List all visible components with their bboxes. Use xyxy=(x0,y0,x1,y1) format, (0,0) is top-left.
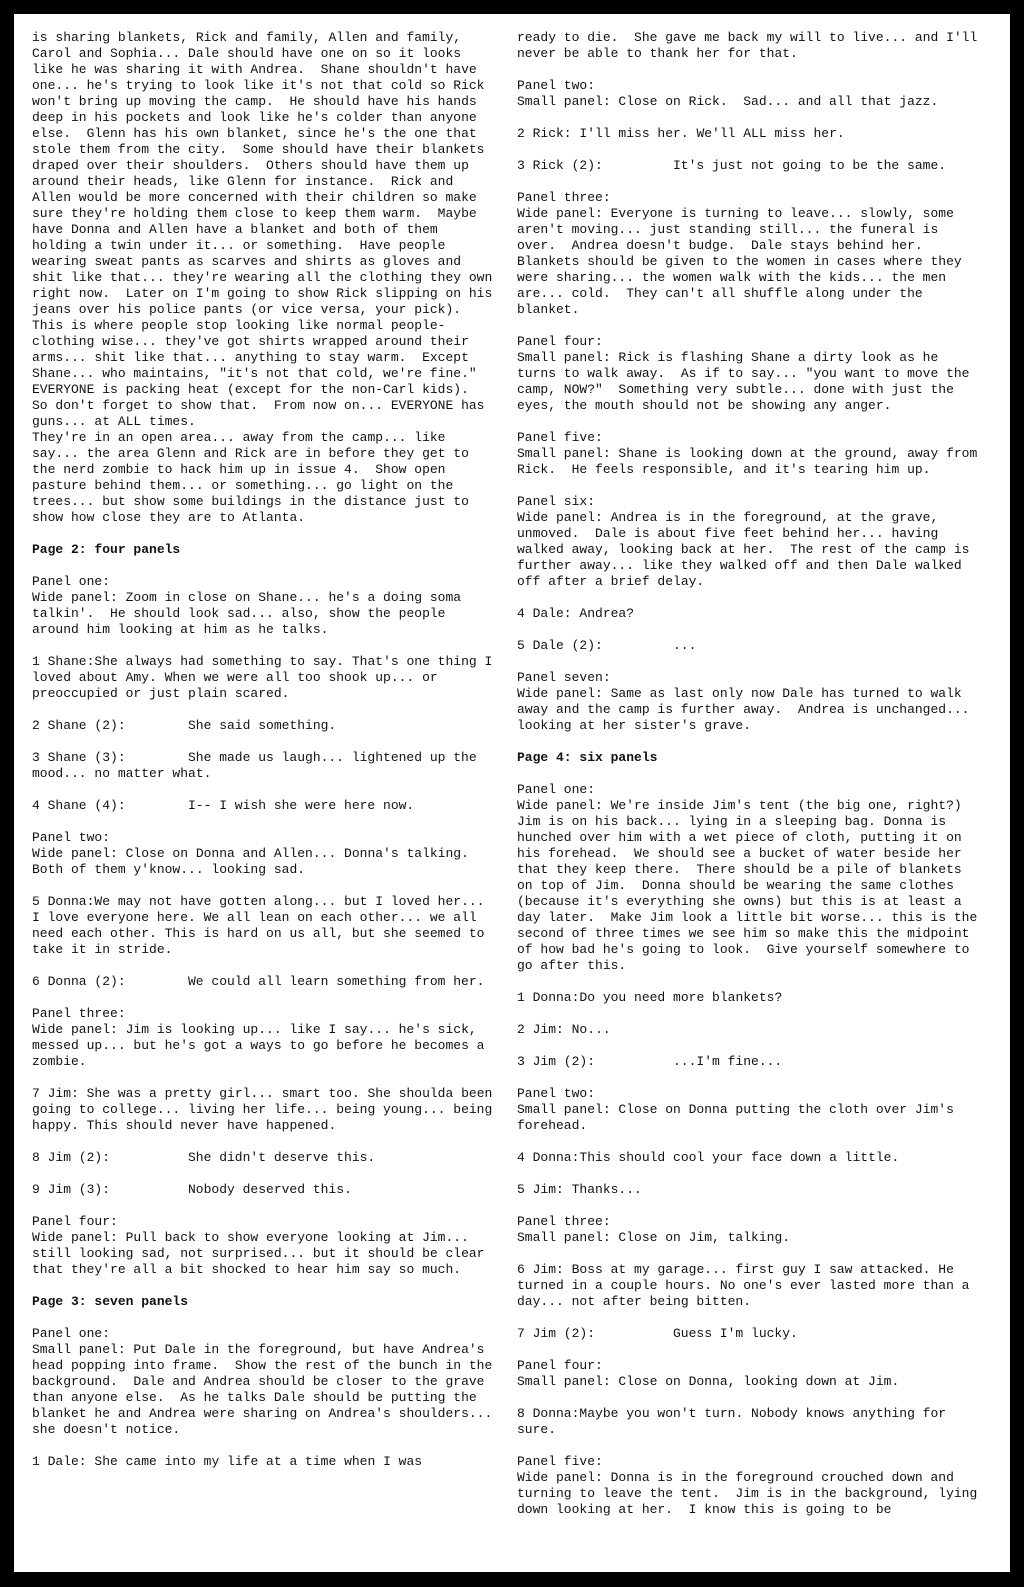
page-heading: Page 3: seven panels xyxy=(32,1294,189,1309)
dialogue-text: She always had something to say. That's one thing I loved about Amy. When we were all too shook up... or preoccupied or just plain scared. xyxy=(32,654,493,701)
dialogue-speaker: 5 Jim: xyxy=(517,1182,564,1197)
dialogue-line xyxy=(517,606,979,622)
dialogue-line xyxy=(32,894,494,958)
dialogue-text: We may not have gotten along... but I loved her... I love everyone here. We all lean on each other... we all need each other. This is hard on us all, but she seemed to take it in stride. xyxy=(32,894,485,957)
panel-description: Panel two: Small panel: Close on Donna putting the cloth over Jim's forehead. xyxy=(517,1086,954,1133)
dialogue-text: I-- I wish she were here now. xyxy=(188,798,415,813)
dialogue-speaker: 4 Donna: xyxy=(517,1150,580,1165)
dialogue-speaker: 4 Shane (4): xyxy=(32,798,126,813)
dialogue-line xyxy=(517,126,979,142)
dialogue-text: ... xyxy=(673,638,697,653)
dialogue-text: This should cool your face down a little. xyxy=(579,1150,900,1165)
panel-description: Panel one: Wide panel: Zoom in close on Shane... he's a doing soma talkin'. He should look sad... also, show the people around him looking at him as he talks. xyxy=(32,574,462,637)
dialogue-speaker: 7 Jim (2): xyxy=(517,1326,596,1341)
dialogue-speaker: 3 Rick (2): xyxy=(517,158,603,173)
dialogue-speaker: 3 Shane (3): xyxy=(32,750,126,765)
dialogue-text: Maybe you won't turn. Nobody knows anything for sure. xyxy=(517,1406,947,1437)
dialogue-line xyxy=(32,1086,494,1134)
dialogue-text: Andrea? xyxy=(579,606,635,621)
dialogue-line xyxy=(517,1406,979,1438)
dialogue-speaker: 5 Donna: xyxy=(32,894,95,909)
dialogue-continuation: ready to die. She gave me back my will to live... and I'll never be able to thank her for that. xyxy=(517,30,986,61)
dialogue-text: ...I'm fine... xyxy=(673,1054,783,1069)
panel-description: Panel four: Small panel: Close on Donna, looking down at Jim. xyxy=(517,1358,900,1389)
dialogue-line xyxy=(517,1182,979,1198)
dialogue-speaker: 9 Jim (3): xyxy=(32,1182,111,1197)
panel-description: Panel four: Small panel: Rick is flashing Shane a dirty look as he turns to walk away. As if to say... "you want to move the camp, NOW?" Something very subtle... done with just the eyes, the mouth should not be showing any anger. xyxy=(517,334,970,413)
panel-description: Panel one: Small panel: Put Dale in the foreground, but have Andrea's head popping into frame. Show the rest of the bunch in the background. Dale and Andrea should be closer to the grave than anyone else. As he talks Dale should be putting the blanket he and Andrea were sharing on Andrea's shoulders... she doesn't notice. xyxy=(32,1326,493,1437)
dialogue-line xyxy=(517,990,979,1006)
dialogue-line xyxy=(32,798,494,814)
dialogue-speaker: 7 Jim: xyxy=(32,1086,79,1101)
dialogue-line xyxy=(517,1262,979,1310)
page-heading: Page 2: four panels xyxy=(32,542,181,557)
dialogue-speaker: 6 Jim: xyxy=(517,1262,564,1277)
dialogue-speaker: 8 Jim (2): xyxy=(32,1150,111,1165)
dialogue-speaker: 1 Shane: xyxy=(32,654,95,669)
panel-description: Panel three: Small panel: Close on Jim, talking. xyxy=(517,1214,791,1245)
dialogue-text: She made us laugh... lightened up the mood... no matter what. xyxy=(32,750,477,781)
panel-description: Panel four: Wide panel: Pull back to show everyone looking at Jim... still looking sad, not surprised... but it should be clear that they're all a bit shocked to hear him say so much. xyxy=(32,1214,485,1277)
dialogue-line xyxy=(32,974,494,990)
dialogue-line xyxy=(32,1454,494,1470)
panel-description: Panel five: Small panel: Shane is looking down at the ground, away from Rick. He feels responsible, and it's tearing him up. xyxy=(517,430,978,477)
dialogue-speaker: 6 Donna (2): xyxy=(32,974,126,989)
dialogue-line xyxy=(32,1150,494,1166)
panel-description: Panel five: Wide panel: Donna is in the foreground crouched down and turning to leave the tent. Jim is in the background, lying down looking at her. I know this is going to be xyxy=(517,1454,978,1517)
dialogue-text: She didn't deserve this. xyxy=(188,1150,376,1165)
dialogue-speaker: 4 Dale: xyxy=(517,606,572,621)
left-column xyxy=(32,30,501,1486)
dialogue-line xyxy=(32,718,494,734)
panel-description: Panel seven: Wide panel: Same as last only now Dale has turned to walk away and the camp is further away. Andrea is unchanged... looking at her sister's grave. xyxy=(517,670,970,733)
dialogue-speaker: 2 Jim: xyxy=(517,1022,564,1037)
description-paragraph: They're in an open area... away from the camp... like say... the area Glenn and Rick are in before they get to the nerd zombie to hack him up in issue 4. Show open pasture behind them... or something... go light on the trees... but show some buildings in the distance just to show how close they are to Atlanta. xyxy=(32,430,477,525)
dialogue-speaker: 1 Donna: xyxy=(517,990,580,1005)
right-column xyxy=(517,30,986,1534)
dialogue-text: Guess I'm lucky. xyxy=(673,1326,798,1341)
dialogue-line xyxy=(32,654,494,702)
dialogue-line xyxy=(32,750,494,782)
panel-description: Panel three: Wide panel: Jim is looking up... like I say... he's sick, messed up... but he's got a ways to go before he becomes a zombie. xyxy=(32,1006,485,1069)
dialogue-line xyxy=(517,1054,979,1070)
dialogue-speaker: 3 Jim (2): xyxy=(517,1054,596,1069)
dialogue-text: She was a pretty girl... smart too. She shoulda been going to college... living her life... being young... being happy. This should never have happened. xyxy=(32,1086,493,1133)
dialogue-speaker: 5 Dale (2): xyxy=(517,638,603,653)
dialogue-speaker: 8 Donna: xyxy=(517,1406,580,1421)
dialogue-line xyxy=(517,1022,979,1038)
dialogue-line xyxy=(517,1326,979,1342)
dialogue-speaker: 2 Rick: xyxy=(517,126,572,141)
dialogue-text: She said something. xyxy=(188,718,337,733)
dialogue-text: She came into my life at a time when I was xyxy=(94,1454,423,1469)
script-page xyxy=(14,14,1010,1572)
panel-description: Panel six: Wide panel: Andrea is in the foreground, at the grave, unmoved. Dale is about five feet behind her... having walked away, looking back at her. The rest of the camp is further away... like they walked off and then Dale walked off after a brief delay. xyxy=(517,494,970,589)
dialogue-speaker: 1 Dale: xyxy=(32,1454,87,1469)
dialogue-text: We could all learn something from her. xyxy=(188,974,485,989)
dialogue-text: No... xyxy=(571,1022,611,1037)
page-heading: Page 4: six panels xyxy=(517,750,658,765)
dialogue-text: It's just not going to be the same. xyxy=(673,158,947,173)
panel-description: Panel three: Wide panel: Everyone is turning to leave... slowly, some aren't moving... just standing still... the funeral is over. Andrea doesn't budge. Dale stays behind her. Blankets should be given to the women in cases where they were sharing... the women walk with the kids... the men are... cold. They can't all shuffle along under the blanket. xyxy=(517,190,962,317)
dialogue-text: Boss at my garage... first guy I saw attacked. He turned in a couple hours. No one's ever lasted more than a day... not after being bitten. xyxy=(517,1262,970,1309)
dialogue-text: I'll miss her. We'll ALL miss her. xyxy=(579,126,845,141)
panel-description: Panel one: Wide panel: We're inside Jim's tent (the big one, right?) Jim is on his back... lying in a sleeping bag. Donna is hunched over him with a wet piece of cloth, putting it on his forehead. We should see a bucket of water beside her that they keep there. There should be a pile of blankets on top of Jim. Donna should be wearing the same clothes (because it's everything she owns) but this is at least a day later. Make Jim look a little bit worse... this is the second of three times we see him so make this the midpoint of how bad he's going to look. Give yourself somewhere to go after this. xyxy=(517,782,978,973)
dialogue-speaker: 2 Shane (2): xyxy=(32,718,126,733)
panel-description: Panel two: Wide panel: Close on Donna and Allen... Donna's talking. Both of them y'know... looking sad. xyxy=(32,830,469,877)
dialogue-text: Nobody deserved this. xyxy=(188,1182,352,1197)
dialogue-text: Do you need more blankets? xyxy=(579,990,783,1005)
description-paragraph: is sharing blankets, Rick and family, Allen and family, Carol and Sophia... Dale should have one on so it looks like he was sharing it with Andrea. Shane shouldn't have one... he's trying to look like it's not that cold so Rick won't bring up moving the camp. He should have his hands deep in his pockets and look like he's colder than anyone else. Glenn has his own blanket, since he's the one that stole them from the city. Some should have their blankets draped over their shoulders. Others should have them up around their heads, like Glenn for instance. Rick and Allen would be more concerned with their children so make sure they're holding them close to keep them warm. Maybe have Donna and Allen have a blanket and both of them holding a twin under it... or something. Have people wearing sweat pants as scarves and shirts as gloves and shit like that... they're wearing all the clothing they own right now. Later on I'm going to show Rick slipping on his jeans over his police pants (or vice versa, your pick). This is where people stop looking like normal people-clothing wise... they've got shirts wrapped around their arms... shit like that... anything to stay warm. Except Shane... who maintains, "it's not that cold, we're fine." EVERYONE is packing heat (except for the non-Carl kids). So don't forget to show that. From now on... EVERYONE has guns... at ALL times. xyxy=(32,30,501,429)
dialogue-line xyxy=(32,1182,494,1198)
dialogue-line xyxy=(517,158,979,174)
dialogue-line xyxy=(517,1150,979,1166)
panel-description: Panel two: Small panel: Close on Rick. Sad... and all that jazz. xyxy=(517,78,939,109)
dialogue-text: Thanks... xyxy=(571,1182,642,1197)
dialogue-line xyxy=(517,638,979,654)
